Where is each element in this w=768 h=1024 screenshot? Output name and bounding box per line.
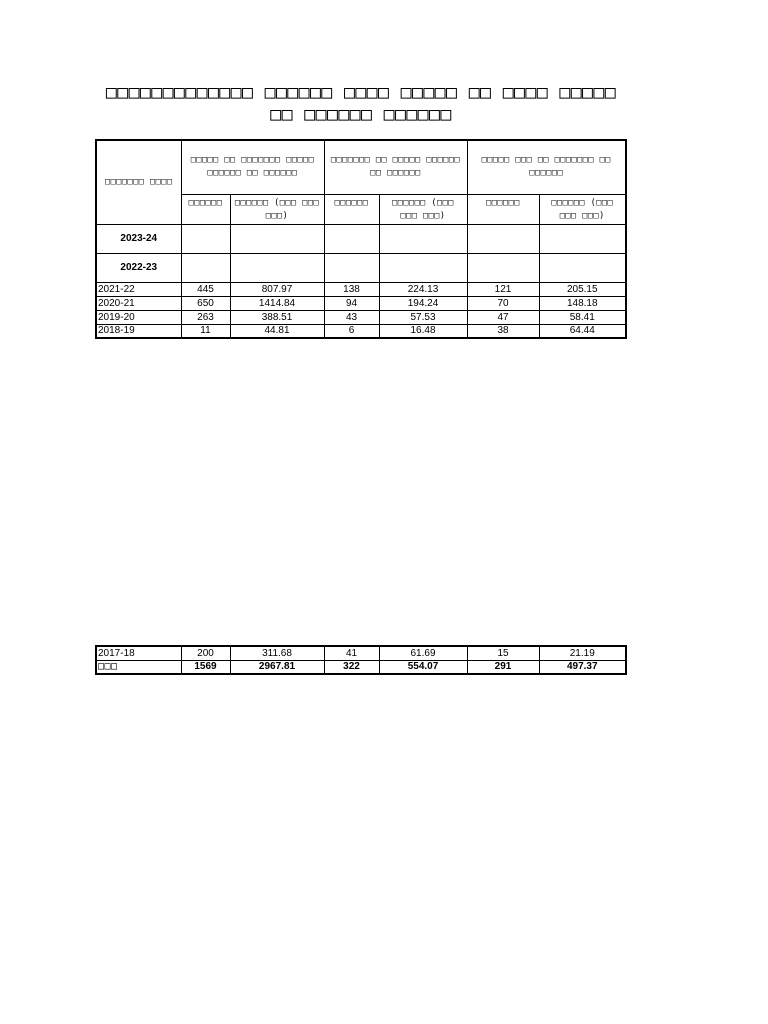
value-cell: 138 — [324, 282, 379, 296]
year-column-header: □□□□□□□ □□□□ — [96, 140, 181, 224]
value-cell — [379, 253, 467, 282]
value-cell: 1414.84 — [230, 296, 324, 310]
value-cell: 43 — [324, 310, 379, 324]
total-cell: 322 — [324, 660, 379, 674]
value-cell: 11 — [181, 324, 230, 338]
value-cell: 807.97 — [230, 282, 324, 296]
value-cell: 121 — [467, 282, 539, 296]
value-cell — [379, 224, 467, 253]
group-header-3: □□□□□ □□□ □□ □□□□□□□ □□ □□□□□□ — [467, 140, 626, 194]
value-cell: 44.81 — [230, 324, 324, 338]
table-row — [96, 224, 626, 253]
year-cell: 2022-23 — [96, 253, 181, 282]
total-row — [96, 660, 626, 674]
year-cell: 2017-18 — [96, 646, 181, 660]
table-row — [96, 253, 626, 282]
value-cell — [181, 253, 230, 282]
total-cell: 554.07 — [379, 660, 467, 674]
year-cell: 2021-22 — [96, 282, 181, 296]
value-cell: 41 — [324, 646, 379, 660]
value-cell: 6 — [324, 324, 379, 338]
total-label: □□□ — [96, 660, 181, 674]
data-table — [95, 139, 627, 339]
value-cell — [467, 224, 539, 253]
total-cell: 1569 — [181, 660, 230, 674]
value-cell — [324, 224, 379, 253]
table-row — [96, 324, 626, 338]
group-header-2: □□□□□□□ □□ □□□□□ □□□□□□ □□ □□□□□□ — [324, 140, 467, 194]
year-cell: 2019-20 — [96, 310, 181, 324]
value-cell: 21.19 — [539, 646, 626, 660]
value-cell: 57.53 — [379, 310, 467, 324]
value-cell: 16.48 — [379, 324, 467, 338]
table-row — [96, 282, 626, 296]
value-cell — [539, 224, 626, 253]
value-cell: 311.68 — [230, 646, 324, 660]
value-cell — [181, 224, 230, 253]
total-cell: 291 — [467, 660, 539, 674]
page-title: □□□□□□□□□□□□□ □□□□□□ □□□□ □□□□□ □□ □□□□ □□□□□ □□ □□□□□□ □□□□□□ — [105, 82, 617, 125]
value-cell: 15 — [467, 646, 539, 660]
value-cell: 650 — [181, 296, 230, 310]
value-cell: 194.24 — [379, 296, 467, 310]
value-cell — [539, 253, 626, 282]
value-cell: 61.69 — [379, 646, 467, 660]
table-row — [96, 296, 626, 310]
sub-header-count: □□□□□□ — [467, 194, 539, 224]
value-cell: 58.41 — [539, 310, 626, 324]
group-header-1: □□□□□ □□ □□□□□□□ □□□□□ □□□□□□ □□ □□□□□□ — [181, 140, 324, 194]
value-cell — [324, 253, 379, 282]
value-cell: 445 — [181, 282, 230, 296]
value-cell — [230, 224, 324, 253]
year-cell: 2018-19 — [96, 324, 181, 338]
value-cell: 388.51 — [230, 310, 324, 324]
sub-header-count: □□□□□□ — [324, 194, 379, 224]
value-cell: 148.18 — [539, 296, 626, 310]
sub-header-count: □□□□□□ — [181, 194, 230, 224]
year-cell: 2023-24 — [96, 224, 181, 253]
value-cell: 263 — [181, 310, 230, 324]
sub-header-amount: □□□□□□ (□□□ □□□ □□□) — [230, 194, 324, 224]
value-cell — [230, 253, 324, 282]
total-cell: 2967.81 — [230, 660, 324, 674]
data-table-continued — [95, 645, 627, 675]
sub-header-amount: □□□□□□ (□□□ □□□ □□□) — [379, 194, 467, 224]
value-cell: 224.13 — [379, 282, 467, 296]
sub-header-amount: □□□□□□ (□□□ □□□ □□□) — [539, 194, 626, 224]
table-row — [96, 646, 626, 660]
value-cell: 205.15 — [539, 282, 626, 296]
year-cell: 2020-21 — [96, 296, 181, 310]
value-cell: 38 — [467, 324, 539, 338]
table-row — [96, 310, 626, 324]
value-cell: 70 — [467, 296, 539, 310]
value-cell — [467, 253, 539, 282]
value-cell: 64.44 — [539, 324, 626, 338]
value-cell: 47 — [467, 310, 539, 324]
value-cell: 94 — [324, 296, 379, 310]
total-cell: 497.37 — [539, 660, 626, 674]
value-cell: 200 — [181, 646, 230, 660]
